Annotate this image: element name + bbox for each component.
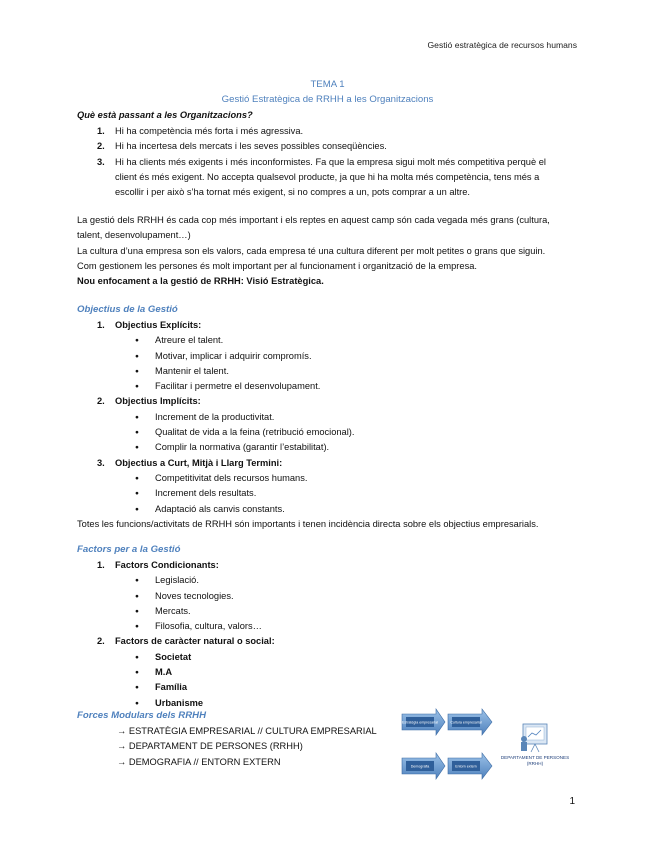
bullet-item: ● Família [77, 680, 607, 695]
list-item: 3. Hi ha clients més exigents i més inconformistes. Fa que la empresa sigui molt més competitiva perquè el [97, 156, 546, 167]
list-item: 3. Objectius a Curt, Mitjà i Llarg Termini: [97, 457, 283, 468]
objectius-list [77, 318, 607, 532]
bullet-item: ● Mercats. [77, 604, 607, 619]
bullet-item: ● Increment de la productivitat. [77, 410, 607, 425]
topic-title: TEMA 1 [310, 79, 345, 90]
bullet-item: ● Atreure el talent. [77, 333, 607, 348]
bullet-item: ● Filosofia, cultura, valors… [77, 619, 607, 634]
bullet-item: ● Complir la normativa (garantir l’estabilitat). [77, 440, 607, 455]
arrow-shape [448, 753, 492, 779]
diagram-label: Cultura empresarial [450, 720, 482, 725]
diagram-label: Entorn extern [455, 764, 477, 769]
paragraph-line: Com gestionem les persones és molt important per al funcionament i organització de la empresa. [77, 260, 477, 271]
forces-line: → DEMOGRAFIA // ENTORN EXTERN [117, 756, 281, 767]
paragraph-line: Nou enfocament a la gestió de RRHH: Visió Estratègica. [77, 276, 324, 287]
bullet-item: ● Motivar, implicar i adquirir compromís. [77, 349, 607, 364]
body-paragraphs [77, 213, 607, 289]
factors-list [77, 558, 607, 711]
bullet-item: ● Qualitat de vida a la feina (retribució emocional). [77, 425, 607, 440]
bullet-item: ● Adaptació als canvis constants. [77, 502, 607, 517]
bullet-item: ● Increment dels resultats. [77, 486, 607, 501]
presentation-board-icon [521, 724, 547, 752]
arrow-shape [448, 709, 492, 735]
list-item: 2. Hi ha incertesa dels mercats i les seves possibles conseqüències. [97, 141, 387, 152]
bullet-item: ● Legislació. [77, 573, 607, 588]
intro-list [77, 124, 597, 200]
forces-list [77, 724, 407, 770]
list-item-cont: client és més exigent. No accepta qualsevol producte, ja que hi ha molta més competència, tens més a [115, 171, 540, 182]
bullet-item: ● Facilitar i permetre el desenvolupament. [77, 379, 607, 394]
arrow-shape [402, 753, 445, 779]
list-item-cont: escollir i per això s’ha tornat més exigent, si no compres a un, pots comprar a un altre. [115, 187, 470, 198]
list-item: 1. Objectius Explícits: [97, 320, 202, 330]
forces-line: → ESTRATÈGIA EMPRESARIAL // CULTURA EMPRESARIAL [117, 726, 377, 736]
objectius-footer: Totes les funcions/activitats de RRHH són importants i tenen incidència directa sobre els objectius empresarials. [77, 518, 539, 529]
section-heading-factors: Factors per a la Gestió [77, 544, 181, 555]
diagram-caption: (RRHH) [526, 761, 544, 766]
diagram-caption: DEPARTAMENT DE PERSONES [500, 755, 570, 760]
paragraph-line: La gestió dels RRHH és cada cop més important i els reptes en aquest camp són cada vegada més grans (cultura, [77, 215, 550, 225]
bullet-item: ● Noves tecnologies. [77, 589, 607, 604]
arrow-shape [402, 709, 445, 735]
forces-diagram [400, 706, 600, 786]
diagram-label: Estratègia empresarial [402, 720, 438, 725]
topic-subtitle: Gestió Estratègica de RRHH a les Organitzacions [221, 94, 434, 105]
list-item: 2. Objectius Implícits: [97, 396, 201, 407]
bullet-item: ● Competitivitat dels recursos humans. [77, 471, 607, 486]
page-number: 1 [569, 796, 575, 807]
section-heading-objectius: Objectius de la Gestió [77, 304, 178, 315]
bullet-item: ● Urbanisme [77, 696, 607, 711]
list-item: 1. Factors Condicionants: [97, 560, 219, 570]
bullet-item: ● Mantenir el talent. [77, 364, 607, 379]
list-item: 2. Factors de caràcter natural o social: [97, 636, 275, 647]
bullet-item: ● Societat [77, 650, 607, 665]
paragraph-line: talent, desenvolupament…) [77, 230, 191, 241]
question-heading: Què està passant a les Organitzacions? [77, 110, 253, 120]
paragraph-line: La cultura d’una empresa son els valors, cada empresa té una cultura diferent per molt petites o grans que siguin. [77, 245, 546, 256]
bullet-item: ● M.A [77, 665, 607, 680]
forces-line: → DEPARTAMENT DE PERSONES (RRHH) [117, 741, 303, 752]
list-item: 1. Hi ha competència més forta i més agressiva. [97, 126, 304, 136]
section-heading-forces: Forces Modulars dels RRHH [77, 710, 207, 721]
diagram-label: Demografia [410, 764, 430, 769]
page-header: Gestió estratègica de recursos humans [427, 40, 577, 50]
